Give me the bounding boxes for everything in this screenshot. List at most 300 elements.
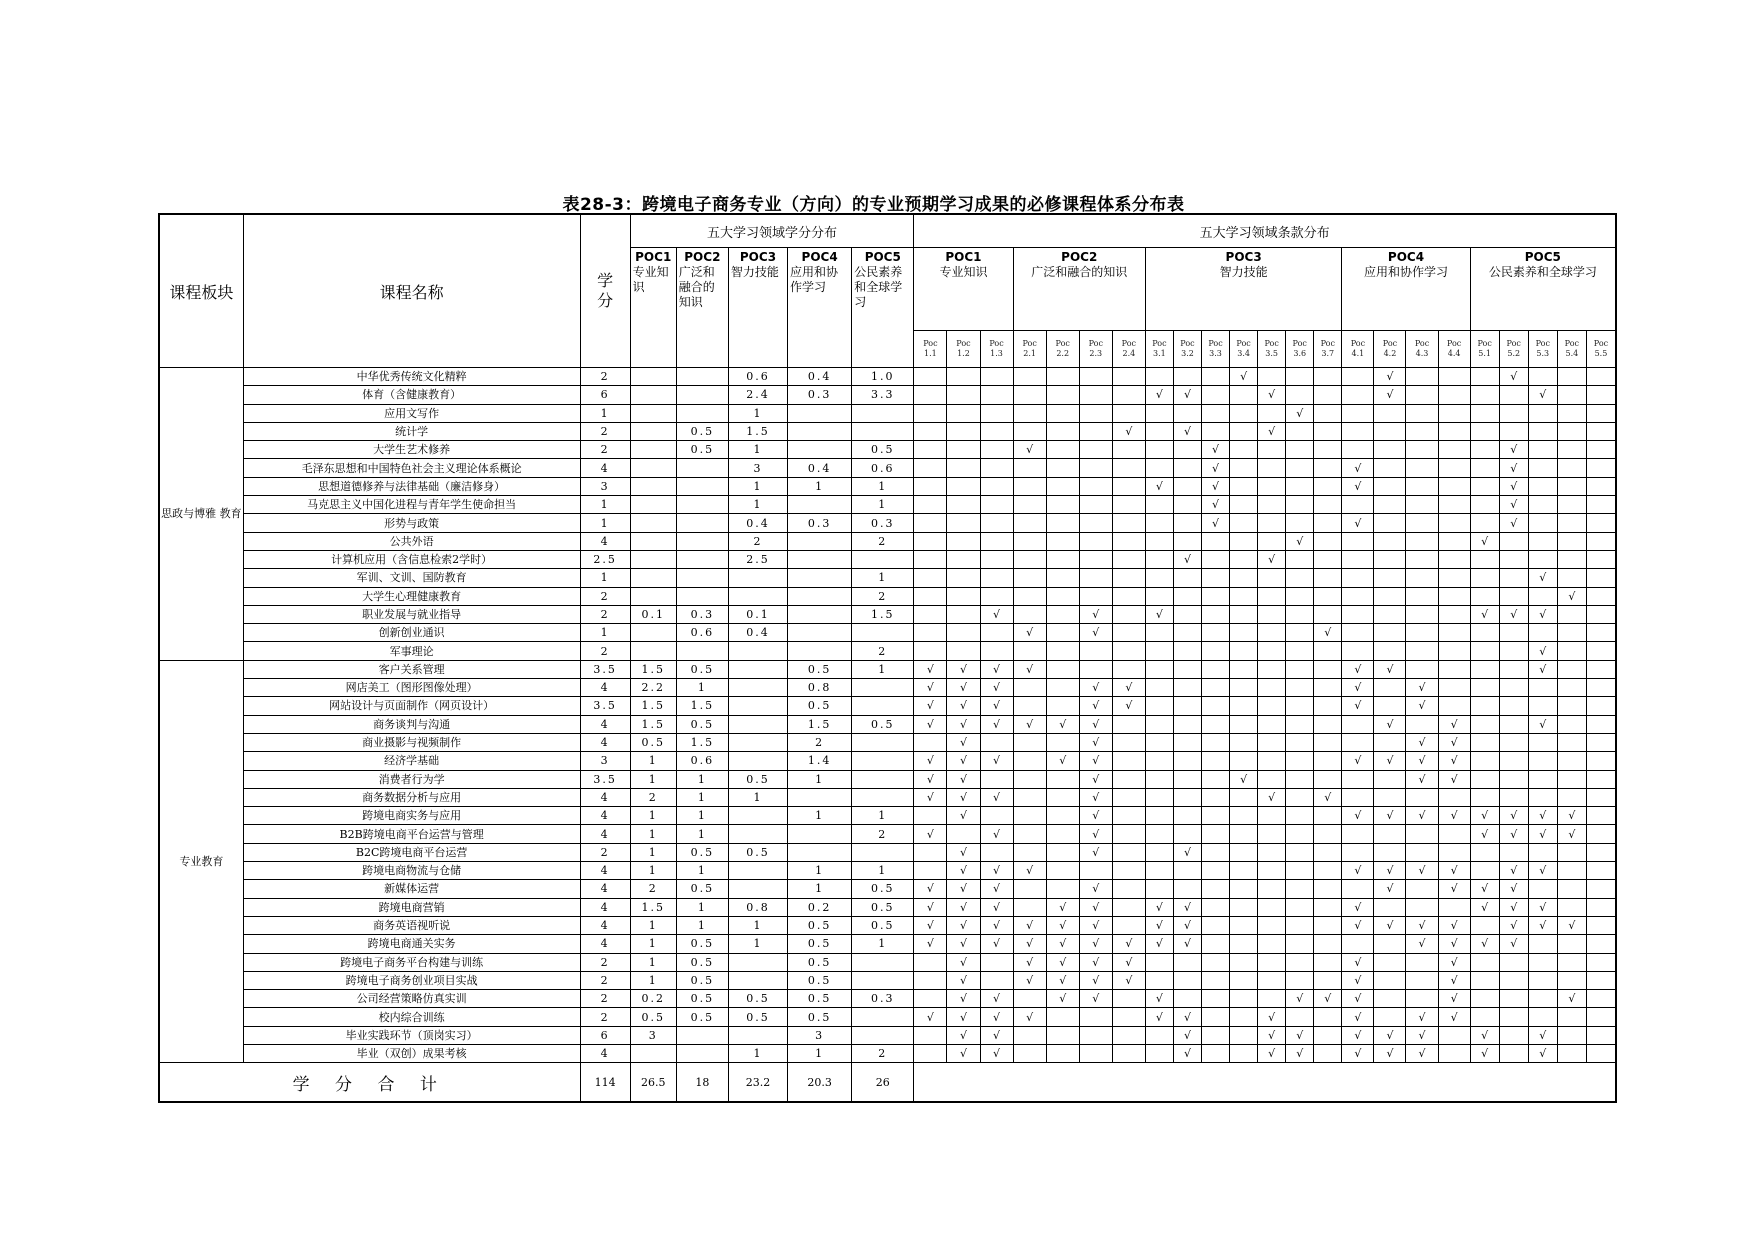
sub-col-prefix: Poc	[1382, 339, 1398, 348]
clause-cell-4-1	[1342, 496, 1374, 514]
clause-cell-3-7	[1314, 880, 1342, 898]
clause-cell-3-7	[1314, 569, 1342, 587]
credit-dist-poc1: 1	[630, 825, 676, 843]
clause-cell-1-1	[914, 953, 947, 971]
clause-cell-1-1	[914, 477, 947, 495]
course-name: 跨境电子商务平台构建与训练	[243, 953, 580, 971]
clause-cell-4-4	[1438, 514, 1470, 532]
clause-cell-4-3	[1406, 642, 1438, 660]
credit-dist-poc4	[788, 605, 852, 623]
credit-dist-poc4	[788, 587, 852, 605]
clause-cell-3-4	[1230, 532, 1258, 550]
sub-col-prefix: Poc	[1121, 339, 1137, 348]
clause-cell-5-5	[1586, 679, 1616, 697]
clause-cell-2-4	[1112, 459, 1145, 477]
clause-cell-1-1	[914, 843, 947, 861]
clause-cell-3-4	[1230, 898, 1258, 916]
check-mark-1-2: √	[947, 770, 980, 788]
clause-cell-5-1	[1470, 862, 1499, 880]
check-mark-1-2: √	[947, 788, 980, 806]
credit-dist-poc2: 1.5	[676, 733, 728, 751]
check-mark-5-3: √	[1528, 898, 1557, 916]
clause-cell-3-2	[1173, 459, 1201, 477]
check-mark-3-3: √	[1202, 459, 1230, 477]
clause-cell-4-4	[1438, 404, 1470, 422]
check-mark-4-3: √	[1406, 770, 1438, 788]
clause-cell-2-1	[1013, 1044, 1046, 1062]
clause-cell-4-2	[1374, 422, 1406, 440]
clause-cell-3-3	[1202, 971, 1230, 989]
clause-cell-3-1	[1145, 679, 1173, 697]
check-mark-1-2: √	[947, 733, 980, 751]
check-mark-4-4: √	[1438, 752, 1470, 770]
check-mark-3-1: √	[1145, 916, 1173, 934]
clause-cell-1-2	[947, 605, 980, 623]
credit-dist-poc4: 3	[788, 1026, 852, 1044]
clause-cell-5-1	[1470, 770, 1499, 788]
clause-cell-2-2	[1046, 532, 1079, 550]
check-mark-1-1: √	[914, 788, 947, 806]
clause-cell-3-2	[1173, 971, 1201, 989]
clause-cell-5-3	[1528, 624, 1557, 642]
course-row	[159, 404, 1616, 422]
clause-cell-2-4	[1112, 825, 1145, 843]
check-mark-1-2: √	[947, 990, 980, 1008]
check-mark-5-4: √	[1557, 587, 1586, 605]
credit-dist-poc4	[788, 569, 852, 587]
clause-cell-2-1	[1013, 642, 1046, 660]
sub-col-prefix: Poc	[1446, 339, 1462, 348]
clause-cell-5-5	[1586, 477, 1616, 495]
clause-cell-5-4	[1557, 441, 1586, 459]
clause-cell-5-5	[1586, 624, 1616, 642]
check-mark-2-1: √	[1013, 715, 1046, 733]
clause-cell-2-4	[1112, 916, 1145, 934]
check-mark-2-2: √	[1046, 898, 1079, 916]
clause-cell-5-4	[1557, 477, 1586, 495]
check-mark-1-1: √	[914, 935, 947, 953]
credit-dist-poc2: 0.6	[676, 624, 728, 642]
clause-cell-3-1	[1145, 733, 1173, 751]
clause-cell-2-1	[1013, 990, 1046, 1008]
check-mark-5-1: √	[1470, 898, 1499, 916]
clause-cell-5-4	[1557, 404, 1586, 422]
clause-cell-3-5	[1258, 770, 1286, 788]
check-mark-5-2: √	[1499, 807, 1528, 825]
clause-cell-3-5	[1258, 898, 1286, 916]
credit-dist-poc1: 1.5	[630, 715, 676, 733]
check-mark-2-4: √	[1112, 422, 1145, 440]
clause-cell-4-4	[1438, 898, 1470, 916]
clause-cell-4-1	[1342, 441, 1374, 459]
check-mark-3-5: √	[1258, 1044, 1286, 1062]
clause-cell-2-3	[1079, 1044, 1112, 1062]
check-mark-4-2: √	[1374, 916, 1406, 934]
check-mark-2-3: √	[1079, 733, 1112, 751]
clause-cell-4-2	[1374, 496, 1406, 514]
clause-cell-4-4	[1438, 368, 1470, 386]
clause-cell-1-3	[980, 368, 1013, 386]
sub-col-prefix: Poc	[1180, 339, 1195, 348]
clause-cell-3-2	[1173, 679, 1201, 697]
credit-dist-poc3: 0.5	[728, 990, 787, 1008]
credit-dist-poc5: 0.5	[852, 916, 914, 934]
clause-cell-4-2	[1374, 697, 1406, 715]
check-mark-1-3: √	[980, 825, 1013, 843]
clause-cell-2-1	[1013, 770, 1046, 788]
clause-cell-1-1	[914, 1044, 947, 1062]
clause-cell-5-2	[1499, 715, 1528, 733]
clause-cell-2-1	[1013, 386, 1046, 404]
check-mark-4-1: √	[1342, 660, 1374, 678]
credit-col-code: POC2	[684, 250, 721, 264]
clause-cell-5-2	[1499, 770, 1528, 788]
check-mark-5-4: √	[1557, 990, 1586, 1008]
check-mark-5-2: √	[1499, 459, 1528, 477]
check-mark-4-4: √	[1438, 770, 1470, 788]
credit-dist-poc3	[728, 569, 787, 587]
clause-cell-5-5	[1586, 953, 1616, 971]
clause-cell-3-2	[1173, 441, 1201, 459]
clause-cell-3-2	[1173, 788, 1201, 806]
clause-cell-5-1	[1470, 990, 1499, 1008]
clause-cell-1-1	[914, 459, 947, 477]
check-mark-5-2: √	[1499, 605, 1528, 623]
clause-cell-5-5	[1586, 1026, 1616, 1044]
clause-cell-3-7	[1314, 1026, 1342, 1044]
check-mark-5-3: √	[1528, 605, 1557, 623]
total-dist-poc1: 26.5	[630, 1063, 676, 1103]
clause-cell-5-2	[1499, 550, 1528, 568]
clause-cell-2-1	[1013, 422, 1046, 440]
clause-cell-3-3	[1202, 1044, 1230, 1062]
clause-cell-3-4	[1230, 843, 1258, 861]
clause-cell-3-2	[1173, 624, 1201, 642]
sub-col-number: 5.1	[1478, 349, 1492, 358]
clause-cell-3-2	[1173, 569, 1201, 587]
clause-cell-3-5	[1258, 514, 1286, 532]
clause-cell-3-4	[1230, 807, 1258, 825]
credit-dist-poc4: 1.4	[788, 752, 852, 770]
clause-cell-5-5	[1586, 697, 1616, 715]
clause-cell-3-6	[1286, 916, 1314, 934]
clause-cell-2-3	[1079, 496, 1112, 514]
credit-dist-poc1: 1.5	[630, 697, 676, 715]
course-name: 经济学基础	[243, 752, 580, 770]
clause-cell-5-2	[1499, 679, 1528, 697]
clause-cell-3-7	[1314, 862, 1342, 880]
clause-cell-1-2	[947, 441, 980, 459]
check-mark-5-3: √	[1528, 715, 1557, 733]
check-mark-4-3: √	[1406, 679, 1438, 697]
check-mark-2-1: √	[1013, 862, 1046, 880]
course-row	[159, 1026, 1616, 1044]
sub-col-1-1	[914, 331, 947, 368]
credit-dist-poc2: 1	[676, 825, 728, 843]
clause-cell-4-3	[1406, 569, 1438, 587]
clause-cell-5-1	[1470, 404, 1499, 422]
credit-dist-poc2	[676, 386, 728, 404]
clause-cell-5-2	[1499, 953, 1528, 971]
clause-cell-3-7	[1314, 550, 1342, 568]
check-mark-5-2: √	[1499, 862, 1528, 880]
course-row	[159, 990, 1616, 1008]
check-mark-1-1: √	[914, 697, 947, 715]
credit-dist-poc5	[852, 971, 914, 989]
check-mark-5-1: √	[1470, 935, 1499, 953]
clause-cell-2-1	[1013, 679, 1046, 697]
total-credit: 114	[580, 1063, 630, 1103]
credit-dist-poc5: 0.3	[852, 990, 914, 1008]
check-mark-3-5: √	[1258, 788, 1286, 806]
clause-cell-4-3	[1406, 477, 1438, 495]
clause-cell-2-1	[1013, 404, 1046, 422]
clause-cell-5-4	[1557, 514, 1586, 532]
clause-cell-5-4	[1557, 624, 1586, 642]
sub-col-number: 4.3	[1415, 349, 1429, 358]
check-mark-4-3: √	[1406, 862, 1438, 880]
credit-dist-poc2	[676, 550, 728, 568]
course-row	[159, 916, 1616, 934]
check-mark-2-1: √	[1013, 624, 1046, 642]
course-credit: 3	[580, 477, 630, 495]
check-mark-4-4: √	[1438, 935, 1470, 953]
check-mark-5-3: √	[1528, 642, 1557, 660]
check-mark-2-3: √	[1079, 971, 1112, 989]
check-mark-5-3: √	[1528, 1026, 1557, 1044]
clause-cell-4-3	[1406, 532, 1438, 550]
check-mark-1-3: √	[980, 880, 1013, 898]
clause-cell-5-4	[1557, 935, 1586, 953]
course-name: 大学生艺术修养	[243, 441, 580, 459]
check-mark-1-3: √	[980, 990, 1013, 1008]
clause-cell-4-1	[1342, 569, 1374, 587]
course-row	[159, 1044, 1616, 1062]
clause-cell-2-4	[1112, 569, 1145, 587]
clause-cell-4-3	[1406, 843, 1438, 861]
clause-cell-2-4	[1112, 660, 1145, 678]
clause-cell-5-2	[1499, 660, 1528, 678]
clause-cell-3-1	[1145, 971, 1173, 989]
clause-cell-4-4	[1438, 788, 1470, 806]
clause-cell-4-2	[1374, 605, 1406, 623]
credit-dist-poc4	[788, 422, 852, 440]
clause-cell-5-3	[1528, 788, 1557, 806]
clause-cell-3-7	[1314, 368, 1342, 386]
sub-col-number: 4.1	[1351, 349, 1365, 358]
credit-dist-poc4: 0.5	[788, 935, 852, 953]
course-name: 网店美工（图形图像处理）	[243, 679, 580, 697]
credit-dist-poc3: 3	[728, 459, 787, 477]
clause-cell-3-7	[1314, 697, 1342, 715]
clause-cell-4-3	[1406, 898, 1438, 916]
clause-cell-3-1	[1145, 697, 1173, 715]
clause-cell-5-5	[1586, 1008, 1616, 1026]
credit-col-label: 广泛和融合的知识	[678, 265, 715, 309]
credit-dist-poc5: 0.5	[852, 441, 914, 459]
credit-col-label: 公民素养和全球学习	[854, 265, 903, 309]
clause-cell-2-4	[1112, 733, 1145, 751]
check-mark-2-4: √	[1112, 971, 1145, 989]
clause-cell-5-3	[1528, 679, 1557, 697]
check-mark-2-2: √	[1046, 971, 1079, 989]
check-mark-2-3: √	[1079, 807, 1112, 825]
course-row	[159, 477, 1616, 495]
clause-cell-5-4	[1557, 752, 1586, 770]
credit-dist-poc3	[728, 807, 787, 825]
table-title: 表28-3：跨境电子商务专业（方向）的专业预期学习成果的必修课程体系分布表	[562, 195, 1185, 215]
sub-col-number: 3.4	[1237, 349, 1250, 358]
clause-cell-4-2	[1374, 550, 1406, 568]
course-row	[159, 441, 1616, 459]
clause-cell-5-5	[1586, 368, 1616, 386]
credit-dist-poc1: 1	[630, 935, 676, 953]
course-credit: 4	[580, 935, 630, 953]
clause-cell-5-4	[1557, 386, 1586, 404]
clause-group-label: 公民素养和全球学习	[1488, 265, 1597, 279]
clause-cell-2-4	[1112, 550, 1145, 568]
clause-cell-2-2	[1046, 477, 1079, 495]
clause-cell-3-4	[1230, 788, 1258, 806]
check-mark-1-3: √	[980, 898, 1013, 916]
check-mark-4-4: √	[1438, 807, 1470, 825]
clause-cell-2-2	[1046, 862, 1079, 880]
check-mark-2-3: √	[1079, 953, 1112, 971]
check-mark-1-3: √	[980, 862, 1013, 880]
check-mark-1-2: √	[947, 679, 980, 697]
course-credit: 4	[580, 679, 630, 697]
clause-cell-5-4	[1557, 770, 1586, 788]
credit-dist-poc2: 1	[676, 862, 728, 880]
credit-dist-poc3: 0.1	[728, 605, 787, 623]
course-row	[159, 825, 1616, 843]
clause-cell-3-7	[1314, 935, 1342, 953]
credit-dist-poc3: 1	[728, 441, 787, 459]
clause-cell-3-7	[1314, 715, 1342, 733]
clause-cell-3-2	[1173, 953, 1201, 971]
clause-cell-4-3	[1406, 404, 1438, 422]
clause-cell-3-6	[1286, 825, 1314, 843]
check-mark-2-2: √	[1046, 916, 1079, 934]
clause-cell-3-7	[1314, 679, 1342, 697]
course-row	[159, 624, 1616, 642]
check-mark-3-1: √	[1145, 605, 1173, 623]
credit-dist-poc2: 1	[676, 807, 728, 825]
clause-cell-3-3	[1202, 569, 1230, 587]
check-mark-4-2: √	[1374, 368, 1406, 386]
clause-cell-3-5	[1258, 496, 1286, 514]
clause-group-code: POC3	[1225, 250, 1262, 264]
clause-cell-4-4	[1438, 1026, 1470, 1044]
credit-dist-poc3	[728, 715, 787, 733]
clause-cell-3-7	[1314, 660, 1342, 678]
credit-dist-poc4: 0.5	[788, 971, 852, 989]
check-mark-4-3: √	[1406, 1026, 1438, 1044]
check-mark-1-2: √	[947, 971, 980, 989]
clause-cell-3-1	[1145, 587, 1173, 605]
credit-dist-poc2	[676, 514, 728, 532]
clause-cell-3-5	[1258, 990, 1286, 1008]
course-row	[159, 679, 1616, 697]
course-row	[159, 550, 1616, 568]
clause-cell-4-4	[1438, 386, 1470, 404]
clause-cell-5-1	[1470, 441, 1499, 459]
check-mark-3-5: √	[1258, 422, 1286, 440]
check-mark-5-2: √	[1499, 441, 1528, 459]
check-mark-2-3: √	[1079, 624, 1112, 642]
credit-dist-poc1: 1	[630, 807, 676, 825]
credit-dist-poc3: 0.5	[728, 843, 787, 861]
clause-cell-5-4	[1557, 550, 1586, 568]
clause-cell-3-3	[1202, 862, 1230, 880]
check-mark-1-1: √	[914, 752, 947, 770]
check-mark-2-4: √	[1112, 953, 1145, 971]
clause-cell-3-4	[1230, 550, 1258, 568]
credit-dist-poc5: 1	[852, 496, 914, 514]
clause-cell-3-6	[1286, 843, 1314, 861]
clause-cell-1-2	[947, 587, 980, 605]
course-name: 公司经营策略仿真实训	[243, 990, 580, 1008]
clause-cell-5-2	[1499, 733, 1528, 751]
sub-col-number: 2.2	[1056, 349, 1070, 358]
check-mark-5-3: √	[1528, 1044, 1557, 1062]
clause-cell-1-1	[914, 496, 947, 514]
check-mark-1-2: √	[947, 807, 980, 825]
check-mark-1-1: √	[914, 825, 947, 843]
course-credit: 2	[580, 587, 630, 605]
clause-cell-3-7	[1314, 496, 1342, 514]
clause-cell-5-1	[1470, 733, 1499, 751]
clause-cell-5-5	[1586, 862, 1616, 880]
credit-dist-poc3: 0.4	[728, 624, 787, 642]
clause-cell-3-4	[1230, 404, 1258, 422]
credit-dist-poc4	[788, 496, 852, 514]
clause-cell-4-3	[1406, 605, 1438, 623]
clause-group-poc1	[914, 248, 1013, 331]
clause-cell-5-2	[1499, 788, 1528, 806]
course-name: 网站设计与页面制作（网页设计）	[243, 697, 580, 715]
check-mark-3-2: √	[1173, 1044, 1201, 1062]
credit-dist-poc4: 1	[788, 880, 852, 898]
clause-cell-3-1	[1145, 404, 1173, 422]
check-mark-4-3: √	[1406, 1008, 1438, 1026]
clause-cell-4-1	[1342, 733, 1374, 751]
course-row	[159, 605, 1616, 623]
check-mark-2-3: √	[1079, 898, 1112, 916]
course-credit: 1	[580, 404, 630, 422]
credit-dist-poc2: 0.5	[676, 441, 728, 459]
credit-dist-poc2	[676, 642, 728, 660]
clause-cell-3-5	[1258, 587, 1286, 605]
course-name: 消费者行为学	[243, 770, 580, 788]
sub-col-prefix: Poc	[1152, 339, 1167, 348]
module-cell: 思政与博雅 教育	[159, 368, 243, 661]
clause-cell-3-3	[1202, 386, 1230, 404]
clause-cell-3-2	[1173, 587, 1201, 605]
clause-cell-3-7	[1314, 587, 1342, 605]
sub-col-3-7	[1314, 331, 1342, 368]
check-mark-5-3: √	[1528, 660, 1557, 678]
clause-cell-2-4	[1112, 368, 1145, 386]
clause-cell-2-1	[1013, 514, 1046, 532]
clause-cell-3-3	[1202, 368, 1230, 386]
credit-dist-poc4	[788, 825, 852, 843]
clause-cell-3-3	[1202, 880, 1230, 898]
clause-cell-5-1	[1470, 660, 1499, 678]
clause-cell-3-5	[1258, 880, 1286, 898]
clause-cell-3-1	[1145, 496, 1173, 514]
clause-cell-2-3	[1079, 422, 1112, 440]
